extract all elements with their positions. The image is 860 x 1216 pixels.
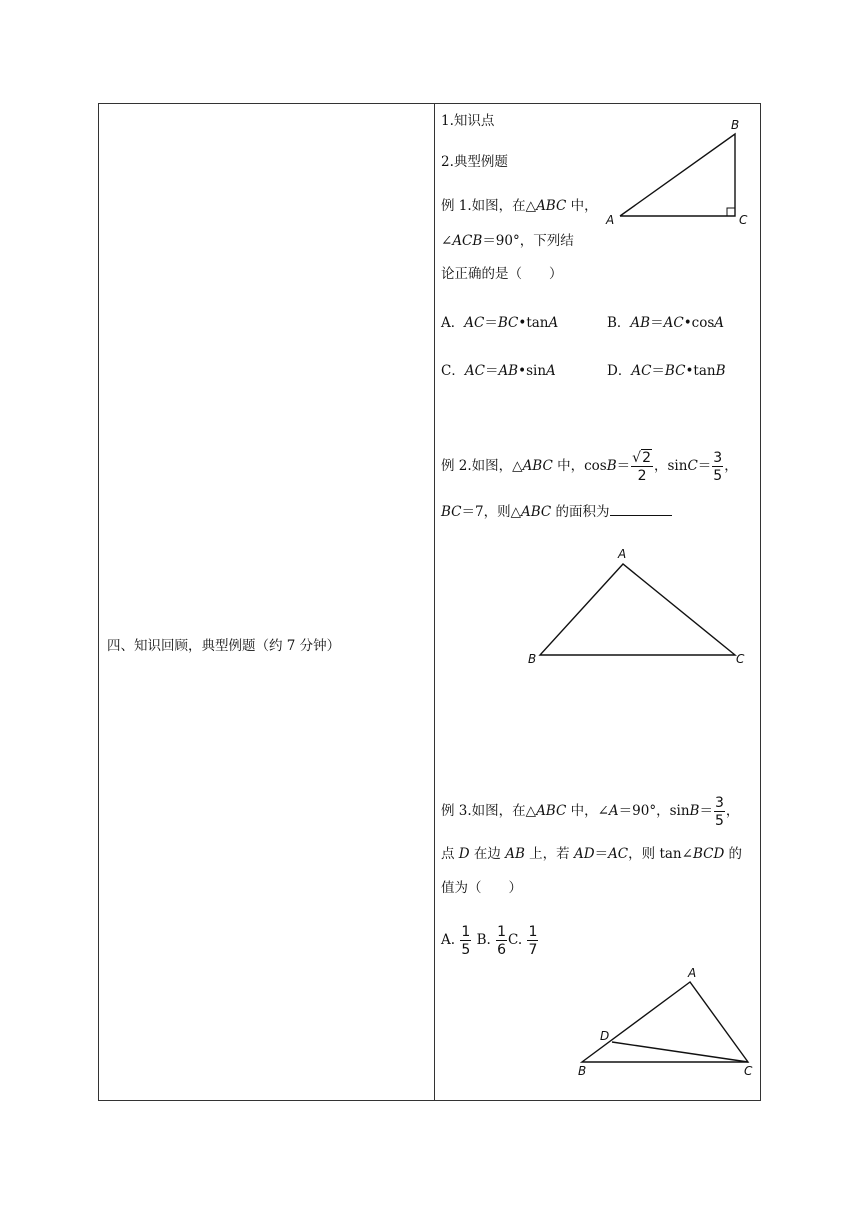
numerator: 3	[713, 449, 723, 466]
ex1-line1	[441, 194, 598, 214]
typical-examples-heading: 2.典型例题	[441, 154, 508, 170]
ex1-var: ACB	[452, 233, 483, 249]
eq: ＝	[484, 315, 498, 331]
option-label: A．	[441, 315, 465, 331]
ex2-label-a: A	[618, 547, 627, 561]
fn: •cos	[683, 315, 715, 331]
option-label: B．	[607, 315, 631, 331]
ex1-line3: 论正确的是（ ）	[441, 266, 563, 282]
ex1-label-c: C	[739, 213, 748, 227]
var: AC	[608, 846, 629, 862]
ex3-text: 上，若	[524, 846, 574, 862]
ex3-text: ，则 tan∠	[628, 846, 693, 862]
ex3-text: 例 3.如图，在△	[441, 803, 537, 819]
eq: ＝	[594, 846, 609, 862]
ex1-var: ABC	[536, 198, 567, 214]
ex3-text: 的	[724, 846, 743, 862]
sqrt-sign: √	[632, 449, 642, 466]
column-divider	[434, 104, 435, 1100]
var: ABC	[522, 458, 553, 474]
var: BC	[441, 504, 462, 520]
eq: ＝	[699, 803, 713, 819]
var: BCD	[692, 846, 725, 862]
fn: •sin	[518, 363, 547, 379]
right-angle-mark	[727, 208, 735, 216]
ex3-text: ，	[725, 803, 740, 819]
numerator: 1	[497, 923, 506, 940]
ex2-text: ＝7，则△	[461, 504, 521, 520]
ex1-label-b: B	[731, 118, 740, 132]
option-label: C．	[441, 363, 465, 379]
ex3-line3: 值为（ ）	[441, 880, 522, 896]
var: ABC	[521, 504, 552, 520]
ex3-text: 在边	[469, 846, 506, 862]
denominator: 6	[497, 941, 506, 958]
ex2-text: ，sin	[654, 458, 688, 474]
ex1-option-a	[441, 311, 558, 331]
ex1-label-a: A	[606, 213, 615, 227]
ex3-label-b: B	[578, 1064, 587, 1078]
answer-blank[interactable]	[610, 503, 672, 516]
var: AD	[573, 846, 595, 862]
ex2-label-b: B	[528, 652, 537, 666]
var: BC	[497, 315, 519, 331]
numerator: 1	[528, 923, 538, 940]
ex3-options	[441, 920, 539, 960]
fraction-1-over-7	[527, 925, 538, 957]
ex2-line1	[441, 446, 738, 486]
fraction-sqrt2-over-2	[631, 451, 653, 483]
ex2-figure	[525, 545, 755, 670]
left-cell-title: 四、知识回顾，典型例题（约 7 分钟）	[107, 638, 341, 654]
var: A	[548, 315, 559, 331]
ex2-text: 例 2.如图，△	[441, 458, 523, 474]
var: AC	[464, 315, 485, 331]
ex1-figure	[600, 112, 760, 232]
radicand: 2	[642, 449, 651, 466]
option-label: B.	[476, 932, 491, 948]
denominator: 5	[461, 941, 471, 958]
fn: •tan	[518, 315, 549, 331]
fraction-3-over-5	[714, 796, 725, 828]
ex3-text: ＝90°，sin	[618, 803, 690, 819]
var: AC	[464, 363, 485, 379]
denominator: 2	[637, 467, 647, 484]
var: BC	[664, 363, 686, 379]
ex1-option-d	[607, 359, 726, 379]
ex3-text: 中，∠	[566, 803, 609, 819]
var: B	[606, 458, 617, 474]
segment-cd	[612, 1042, 748, 1062]
ex2-triangle	[540, 564, 735, 655]
var: AC	[663, 315, 684, 331]
var: A	[714, 315, 725, 331]
var: AB	[505, 846, 525, 862]
denominator: 5	[713, 467, 723, 484]
eq: ＝	[651, 363, 665, 379]
ex2-text: 中，cos	[552, 458, 607, 474]
var: C	[687, 458, 698, 474]
numerator: 1	[461, 923, 471, 940]
eq: ＝	[650, 315, 664, 331]
option-label: C.	[508, 932, 523, 948]
eq: ＝	[484, 363, 499, 379]
ex1-triangle	[620, 134, 735, 216]
ex1-option-b	[607, 311, 724, 331]
ex3-label-c: C	[744, 1064, 753, 1078]
ex3-label-d: D	[600, 1029, 610, 1043]
ex1-option-c	[441, 359, 556, 379]
fn: •tan	[685, 363, 716, 379]
ex3-line1	[441, 791, 739, 831]
var: A	[546, 363, 556, 379]
ex1-text: 中，	[566, 198, 598, 214]
eq: ＝	[697, 458, 712, 474]
ex1-text: ∠	[441, 233, 453, 249]
option-label: A.	[441, 932, 456, 948]
ex3-figure	[570, 962, 760, 1082]
denominator: 5	[714, 812, 724, 829]
var: D	[458, 846, 470, 862]
var: A	[608, 803, 619, 819]
ex1-text: ＝90°，下列结	[482, 233, 574, 249]
var: AC	[631, 363, 652, 379]
denominator: 7	[528, 941, 538, 958]
var: ABC	[536, 803, 567, 819]
ex2-line2	[441, 500, 672, 520]
fraction-1-over-5	[460, 925, 471, 957]
fraction-3-over-5	[712, 451, 723, 483]
var: AB	[498, 363, 519, 379]
var: B	[715, 363, 726, 379]
ex1-line2	[441, 229, 574, 249]
eq: ＝	[616, 458, 631, 474]
option-label: D．	[607, 363, 632, 379]
ex1-text: 例 1.如图，在△	[441, 198, 537, 214]
knowledge-point-heading: 1.知识点	[441, 113, 495, 129]
ex2-label-c: C	[736, 652, 745, 666]
var: B	[689, 803, 700, 819]
ex2-text: 的面积为	[551, 504, 610, 520]
numerator: 3	[714, 794, 724, 811]
ex2-text: ，	[724, 458, 738, 474]
ex3-text: 点	[441, 846, 459, 862]
fraction-1-over-6	[496, 925, 507, 957]
ex3-line2	[441, 842, 742, 862]
var: AB	[630, 315, 651, 331]
ex3-label-a: A	[688, 966, 697, 980]
